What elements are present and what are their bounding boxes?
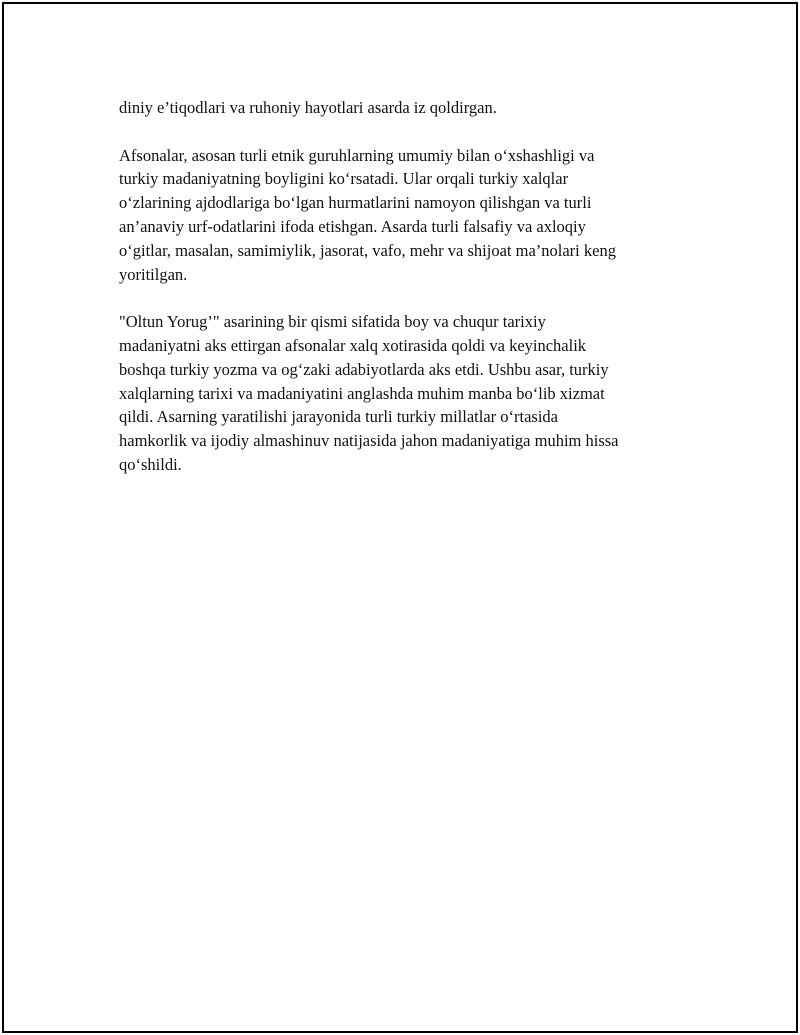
- paragraph: [119, 144, 689, 287]
- paragraph: [119, 310, 689, 477]
- text-line: Afsonalar, asosan turli etnik guruhlarning umumiy bilan o‘xshashligi va: [119, 145, 595, 165]
- text-line: turkiy madaniyatning boyligini ko‘rsatadi. Ular orqali turkiy xalqlar: [119, 169, 569, 189]
- text-line: diniy e’tiqodlari va ruhoniy hayotlari asarda iz qoldirgan.: [119, 98, 497, 117]
- document-page: [2, 2, 798, 1033]
- text-line: o‘zlarining ajdodlariga bo‘lgan hurmatlarini namoyon qilishgan va turli: [119, 193, 592, 213]
- text-line: madaniyatni aks ettirgan afsonalar xalq xotirasida qoldi va keyinchalik: [119, 335, 587, 355]
- text-line: yoritilgan.: [119, 264, 188, 284]
- text-line: qildi. Asarning yaratilishi jarayonida turli turkiy millatlar o‘rtasida: [119, 407, 558, 427]
- text-line: qo‘shildi.: [119, 454, 182, 474]
- text-line: an’anaviy urf-odatlarini ifoda etishgan. Asarda turli falsafiy va axloqiy: [119, 216, 586, 236]
- text-line: "Oltun Yorug’" asarining bir qismi sifatida boy va chuqur tarixiy: [119, 312, 546, 332]
- paragraph: [119, 96, 689, 120]
- text-line: xalqlarning tarixi va madaniyatini anglashda muhim manba bo‘lib xizmat: [119, 383, 605, 403]
- text-line: o‘gitlar, masalan, samimiylik, jasorat, vafo, mehr va shijoat ma’nolari keng: [119, 240, 616, 260]
- document-body: [119, 96, 689, 501]
- text-line: boshqa turkiy yozma va og‘zaki adabiyotlarda aks etdi. Ushbu asar, turkiy: [119, 359, 609, 379]
- text-line: hamkorlik va ijodiy almashinuv natijasida jahon madaniyatiga muhim hissa: [119, 431, 619, 451]
